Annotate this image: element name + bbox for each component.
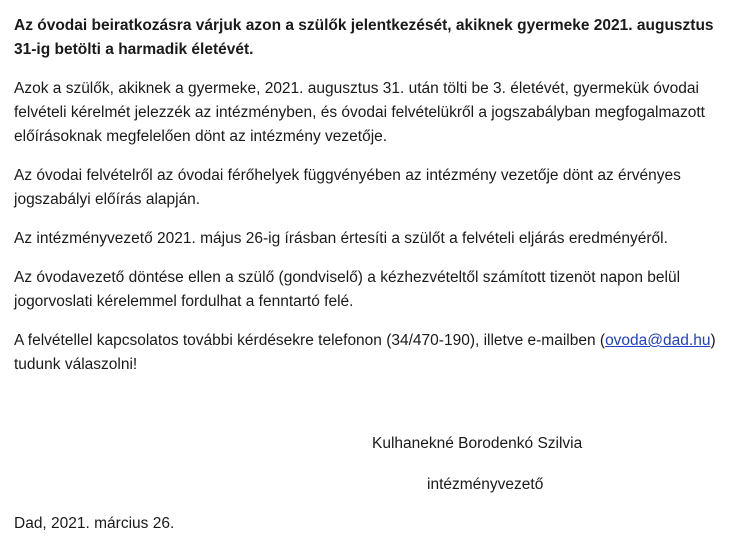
contact-text-after: ) tudunk válaszolni! (14, 332, 716, 373)
contact-text-before: A felvétellel kapcsolatos további kérdésekre telefonon (34/470-190), illetve e-mailben ( (14, 332, 606, 349)
contact-paragraph (14, 329, 736, 377)
signature-name: Kulhanekné Borodenkó Szilvia (372, 435, 583, 452)
notice-body (14, 14, 736, 392)
capacity-paragraph: Az óvodai felvételről az óvodai férőhelyek függvényében az intézmény vezetője dönt az érvényes jogszabályi előírás alapján. (14, 167, 681, 208)
signature-title: intézményvezető (427, 476, 544, 493)
notification-paragraph: Az intézményvezető 2021. május 26-ig írásban értesíti a szülőt a felvételi eljárás eredményéről. (14, 230, 668, 247)
email-link[interactable]: ovoda@dad.hu (605, 332, 711, 349)
appeal-paragraph: Az óvodavezető döntése ellen a szülő (gondviselő) a kézhezvételtől számított tizenöt napon belül jogorvoslati kérelemmel fordulhat a fenntartó felé. (14, 269, 681, 310)
intro-paragraph: Az óvodai beiratkozásra várjuk azon a szülők jelentkezését, akiknek gyermeke 2021. augusztus 31-ig betölti a harmadik életévét. (14, 17, 714, 58)
late-birthday-paragraph: Azok a szülők, akiknek a gyermeke, 2021. augusztus 31. után tölti be 3. életévét, gyermekük óvodai felvételi kérelmét jelezzék az intézményben, és óvodai felvételükről a jogszabályban megfogalmazott előírásoknak megfelelően dönt az intézmény vezetője. (14, 80, 705, 145)
date-line: Dad, 2021. március 26. (14, 515, 175, 532)
